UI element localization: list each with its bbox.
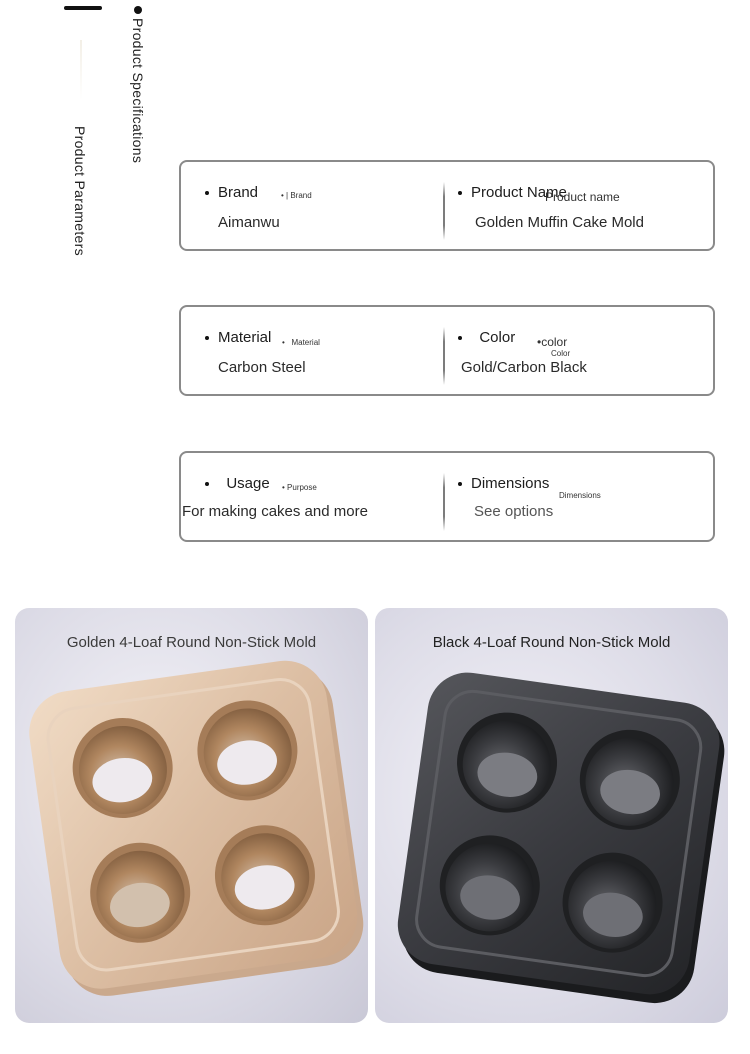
color-tiny-label-2: Color	[551, 349, 571, 358]
card-divider	[443, 182, 445, 240]
brand-label: Brand	[205, 184, 258, 201]
black-mold-photo	[375, 608, 728, 1023]
bullet-icon	[458, 336, 462, 340]
dimensions-tiny-label: Dimensions	[559, 491, 601, 500]
brand-value: Aimanwu	[218, 214, 280, 231]
spec-card-brand-name	[179, 160, 715, 251]
top-bar-decoration	[64, 6, 102, 10]
dimensions-label: Dimensions	[458, 475, 549, 492]
faint-decoration	[80, 40, 82, 100]
bullet-icon	[205, 336, 209, 340]
product-specifications-heading	[130, 6, 146, 163]
brand-tiny-label: • | Brand	[281, 191, 312, 200]
bullet-icon	[458, 191, 462, 195]
spec-card-material-color	[179, 305, 715, 396]
heading-dot-icon	[134, 6, 142, 14]
product-name-tiny-label: Product name	[545, 190, 620, 204]
product-name-value: Golden Muffin Cake Mold	[475, 214, 644, 231]
bullet-icon	[205, 191, 209, 195]
material-value: Carbon Steel	[218, 359, 306, 376]
material-label: Material	[205, 329, 271, 346]
bullet-icon	[205, 482, 209, 486]
dimensions-value: See options	[474, 503, 554, 520]
black-muffin-pan-illustration	[375, 608, 728, 1023]
gold-mold-title: Golden 4-Loaf Round Non-Stick Mold	[66, 634, 317, 651]
color-label: Color	[458, 329, 515, 346]
product-specifications-label: Product Specifications	[130, 18, 146, 164]
usage-value: For making cakes and more	[182, 503, 368, 520]
product-name-label: Product Name	[458, 184, 567, 201]
spec-card-usage-dimensions	[179, 451, 715, 542]
card-divider	[443, 327, 445, 385]
color-tiny-label: •color	[537, 335, 568, 349]
usage-tiny-label: • Purpose	[282, 483, 317, 492]
card-divider	[443, 473, 445, 531]
product-parameters-heading: Product Parameters	[72, 126, 88, 256]
color-value: Gold/Carbon Black	[461, 359, 587, 376]
black-mold-title: Black 4-Loaf Round Non-Stick Mold	[432, 634, 671, 651]
gold-mold-photo	[15, 608, 368, 1023]
gold-muffin-pan-illustration	[15, 608, 368, 1023]
material-tiny-label: • Material	[282, 338, 320, 347]
bullet-icon	[458, 482, 462, 486]
usage-label: Usage	[205, 475, 270, 492]
